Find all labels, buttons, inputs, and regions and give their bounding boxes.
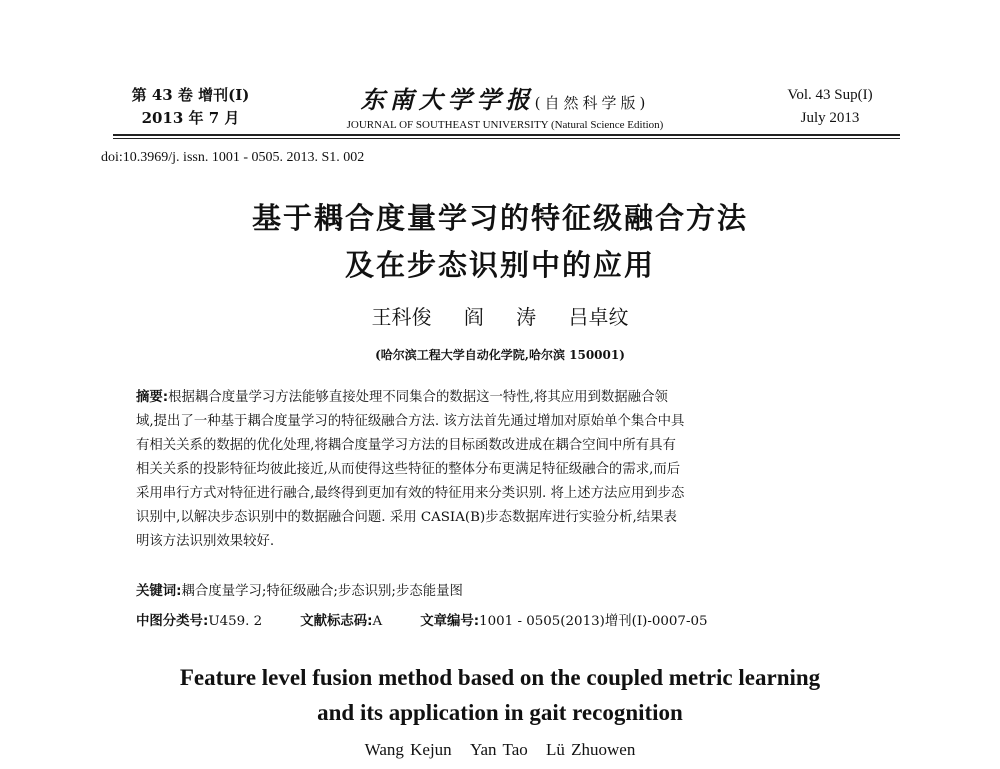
abstract-line-1: 根据耦合度量学习方法能够直接处理不同集合的数据这一特性,将其应用到数据融合领 [168,390,668,405]
volume-en: Vol. 43 Sup(I) [787,87,873,103]
author-en-1: Wang Kejun [364,740,452,759]
author-cn-2: 阎 涛 [463,305,537,329]
header-right [760,84,900,130]
journal-name-cn: 东南大学学报 [360,85,535,114]
author-en-2: Yan Tao [469,740,528,759]
authors-en [110,740,890,760]
header-center [295,80,715,131]
article-no-label: 文章编号: [420,614,480,629]
abstract-line-5: 采用串行方式对特征进行融合,最终得到更加有效的特征用来分类识别. 将上述方法应用到步态 [136,486,685,501]
abstract-line-7: 明该方法识别效果较好. [136,534,275,549]
title-en-line-2: and its application in gait recognition [317,700,683,725]
doc-code-value: A [372,614,383,629]
journal-title-cn [295,80,715,115]
header-left [128,84,253,130]
classification-row [136,610,861,629]
date-cn: 2013 年 7 月 [141,109,240,127]
abstract-label: 摘要: [136,390,169,405]
author-en-3: Lü Zhuowen [546,740,636,759]
author-cn-3: 吕卓纹 [568,305,629,329]
abstract-line-3: 有相关关系的数据的优化处理,将耦合度量学习方法的目标函数改进成在耦合空间中所有具有 [136,438,676,453]
abstract-line-4: 相关关系的投影特征均彼此接近,从而使得这些特征的整体分布更满足特征级融合的需求,而后 [136,462,681,477]
keywords-label: 关键词: [136,584,182,599]
clc-value: U459. 2 [208,614,263,629]
journal-title-en: JOURNAL OF SOUTHEAST UNIVERSITY (Natural Science Edition) [346,119,664,131]
article-no-value: 1001 - 0505(2013)增刊(I)-0007-05 [479,614,708,629]
title-cn-line-1: 基于耦合度量学习的特征级融合方法 [251,201,748,235]
header-rule-thick [113,134,900,136]
doi: doi:10.3969/j. issn. 1001 - 0505. 2013. S1. 002 [101,150,365,165]
doc-code-label: 文献标志码: [300,614,373,629]
authors-cn [110,301,890,330]
title-en-line-1: Feature level fusion method based on the coupled metric learning [179,665,821,690]
keywords-cn [136,580,861,599]
header-rule-thin [113,138,900,139]
abstract-cn [136,386,861,554]
date-en: July 2013 [800,110,860,126]
journal-edition-cn: (自然科学版) [534,94,650,112]
keywords-text: 耦合度量学习;特征级融合;步态识别;步态能量图 [181,584,463,599]
clc-label: 中图分类号: [136,614,209,629]
abstract-line-2: 域,提出了一种基于耦合度量学习的特征级融合方法. 该方法首先通过增加对原始单个集合中具 [136,414,685,429]
volume-cn: 第 43 卷 增刊(I) [131,86,250,104]
abstract-line-6: 识别中,以解决步态识别中的数据融合问题. 采用 CASIA(B)步态数据库进行实验分析,结果表 [136,510,677,525]
affiliation-cn: (哈尔滨工程大学自动化学院,哈尔滨 150001) [375,348,625,362]
title-cn-line-2: 及在步态识别中的应用 [344,248,655,282]
author-cn-1: 王科俊 [371,305,432,329]
